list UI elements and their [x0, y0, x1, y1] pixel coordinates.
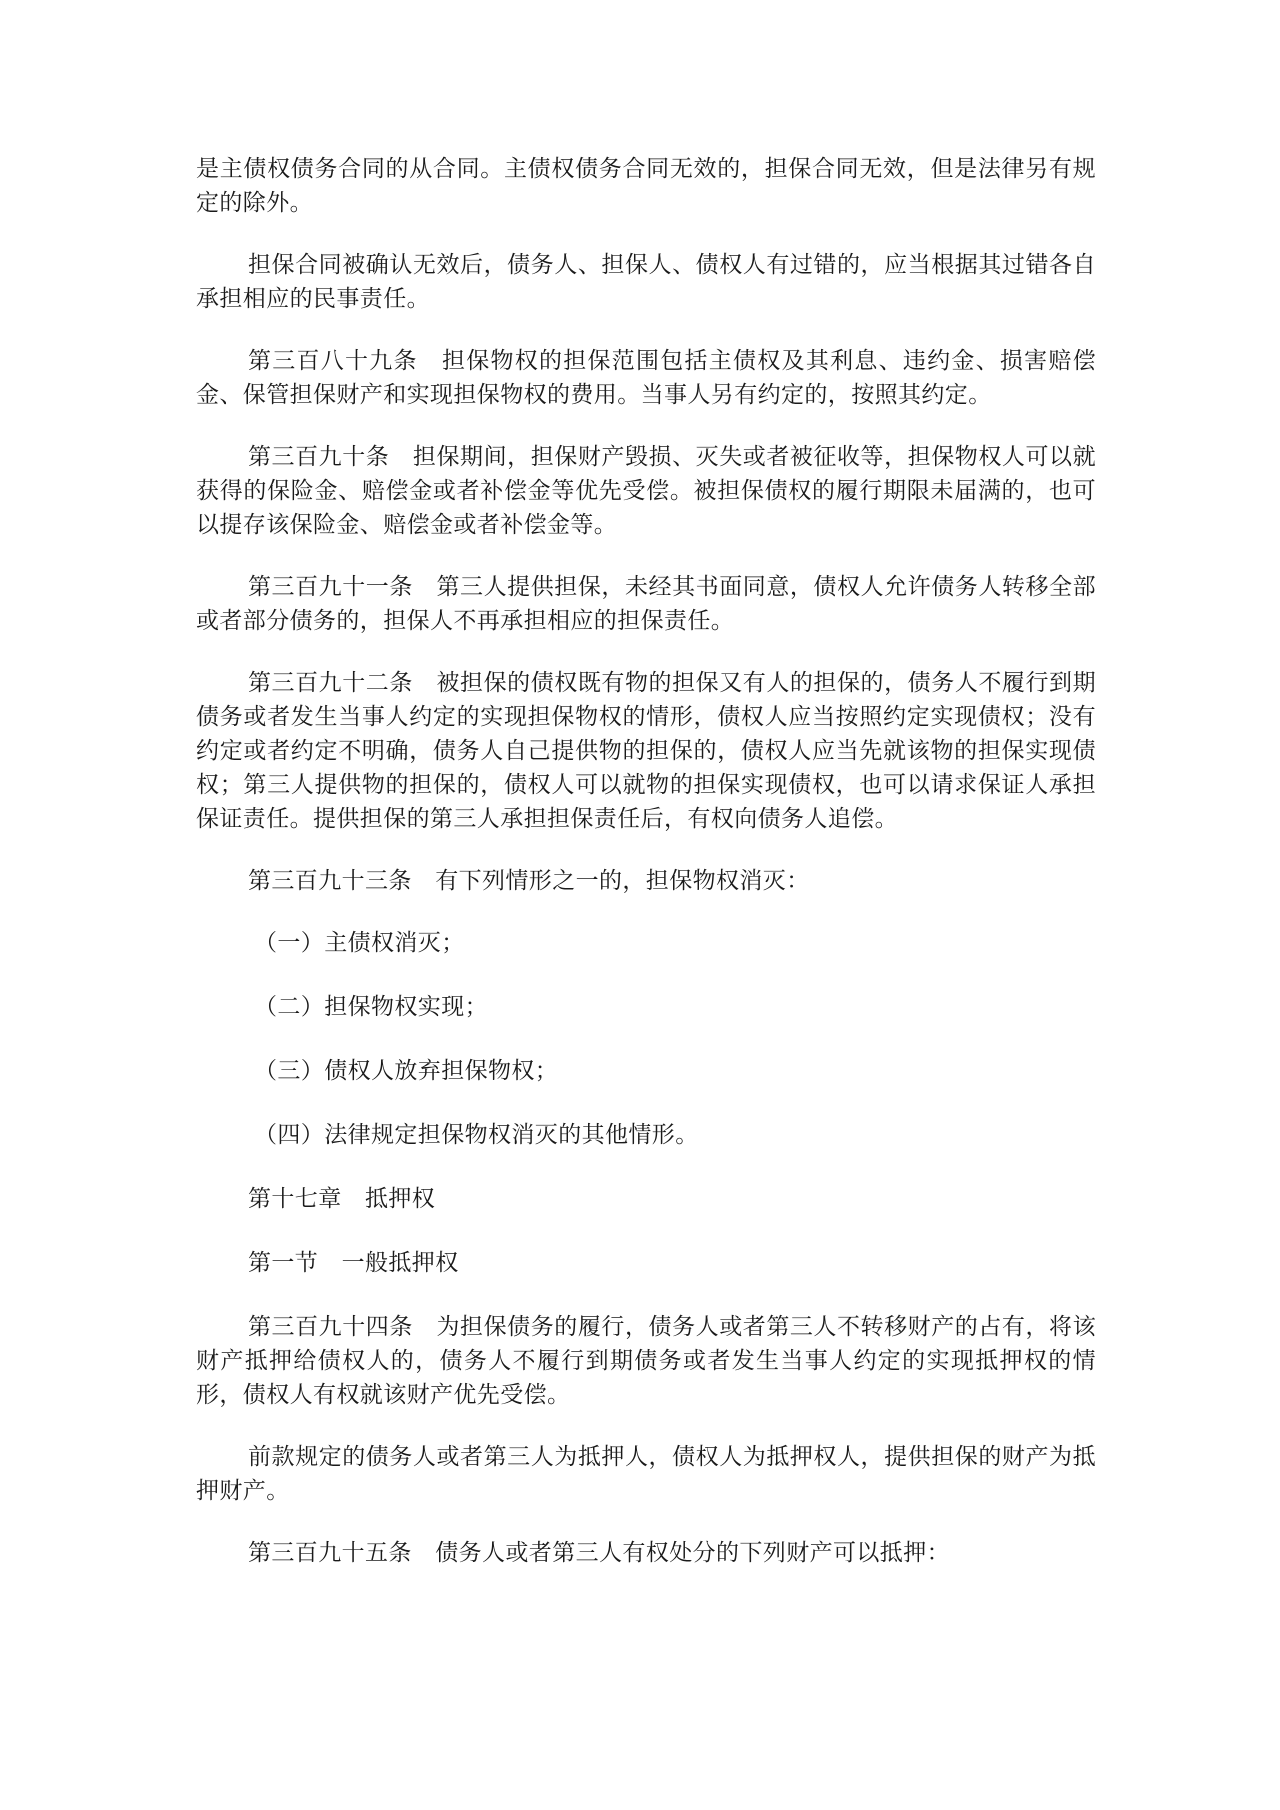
list-item: （二）担保物权实现； — [254, 994, 488, 1020]
paragraph: 前款规定的债务人或者第三人为抵押人，债权人为抵押权人，提供担保的财产为抵押财产。 — [196, 1444, 1096, 1504]
article-389: 第三百八十九条 担保物权的担保范围包括主债权及其利息、违约金、损害赔偿金、保管担保财产和实现担保物权的费用。当事人另有约定的，按照其约定。 — [196, 348, 1096, 408]
paragraph: 是主债权债务合同的从合同。主债权债务合同无效的，担保合同无效，但是法律另有规定的除外。 — [196, 156, 1096, 216]
section-heading: 第一节 一般抵押权 — [248, 1250, 459, 1276]
document-body — [196, 152, 1096, 1598]
article-390: 第三百九十条 担保期间，担保财产毁损、灭失或者被征收等，担保物权人可以就获得的保险金、赔偿金或者补偿金等优先受偿。被担保债权的履行期限未届满的，也可以提存该保险金、赔偿金或者补偿金等。 — [196, 444, 1096, 538]
list-item: （三）债权人放弃担保物权； — [254, 1058, 559, 1084]
chapter-heading: 第十七章 抵押权 — [248, 1186, 436, 1212]
article-395: 第三百九十五条 债务人或者第三人有权处分的下列财产可以抵押： — [248, 1540, 950, 1566]
article-391: 第三百九十一条 第三人提供担保，未经其书面同意，债权人允许债务人转移全部或者部分债务的，担保人不再承担相应的担保责任。 — [196, 574, 1096, 634]
list-item: （一）主债权消灭； — [254, 930, 465, 956]
paragraph: 担保合同被确认无效后，债务人、担保人、债权人有过错的，应当根据其过错各自承担相应的民事责任。 — [196, 252, 1096, 312]
article-394: 第三百九十四条 为担保债务的履行，债务人或者第三人不转移财产的占有，将该财产抵押给债权人的，债务人不履行到期债务或者发生当事人约定的实现抵押权的情形，债权人有权就该财产优先受偿。 — [196, 1314, 1096, 1408]
list-item: （四）法律规定担保物权消灭的其他情形。 — [254, 1122, 699, 1148]
article-392: 第三百九十二条 被担保的债权既有物的担保又有人的担保的，债务人不履行到期债务或者发生当事人约定的实现担保物权的情形，债权人应当按照约定实现债权；没有约定或者约定不明确，债务人自己提供物的担保的，债权人应当先就该物的担保实现债权；第三人提供物的担保的，债权人可以就物的担保实现债权，也可以请求保证人承担保证责任。提供担保的第三人承担担保责任后，有权向债务人追偿。 — [196, 670, 1096, 832]
article-393: 第三百九十三条 有下列情形之一的，担保物权消灭： — [248, 868, 810, 894]
